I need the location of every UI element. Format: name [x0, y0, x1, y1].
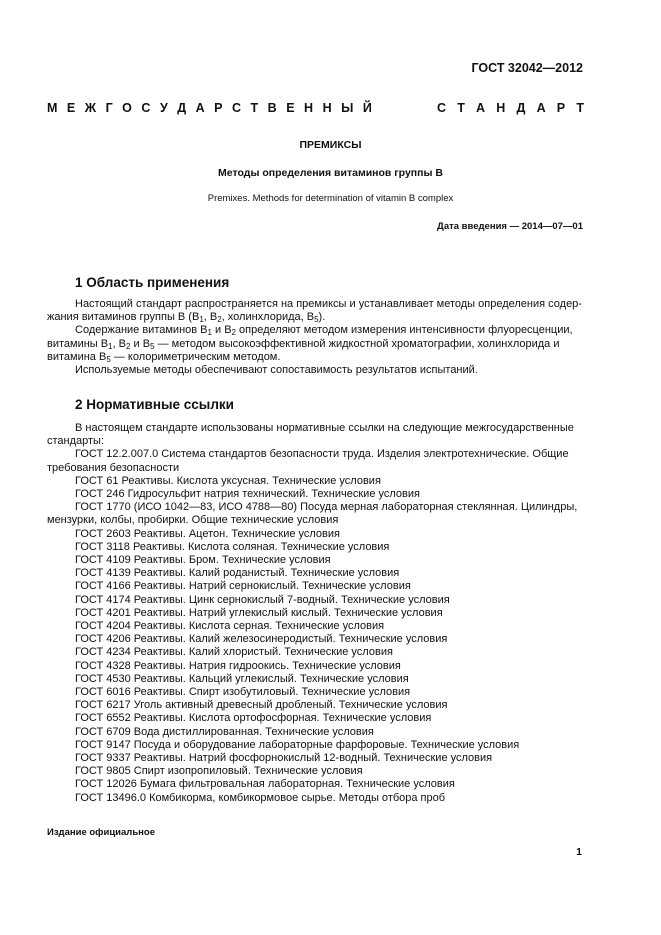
- document-subtitle: Методы определения витаминов группы В: [218, 167, 443, 179]
- mezh-word2: С Т А Н Д А Р Т: [437, 101, 584, 115]
- reference-line: ГОСТ 4166 Реактивы. Натрий сернокислый. Технические условия: [75, 580, 411, 593]
- reference-line: требования безопасности: [47, 461, 180, 474]
- reference-line: ГОСТ 6709 Вода дистиллированная. Технические условия: [75, 725, 374, 738]
- reference-line: ГОСТ 246 Гидросульфит натрия технический. Технические условия: [75, 488, 420, 501]
- reference-list: [47, 448, 584, 804]
- section1-p2-line1: Содержание витаминов $В_1$ и $В_2$ определяют методом измерения интенсивности флуоресценции,: [75, 324, 573, 338]
- section1-p1-line1: Настоящий стандарт распространяется на премиксы и устанавливает методы определения содер-: [75, 298, 582, 310]
- section1-p1-line2: жания витаминов группы В ($В_1$, $В_2$, холинхлорида, $В_5$).: [47, 311, 326, 325]
- reference-line: ГОСТ 4234 Реактивы. Калий хлористый. Технические условия: [75, 646, 393, 659]
- reference-line: ГОСТ 4206 Реактивы. Калий железосинеродистый. Технические условия: [75, 633, 448, 646]
- reference-line: ГОСТ 6217 Уголь активный древесный дробленый. Технические условия: [75, 699, 448, 712]
- reference-line: ГОСТ 1770 (ИСО 1042—83, ИСО 4788—80) Посуда мерная лабораторная стеклянная. Цилиндры,: [75, 501, 578, 514]
- english-title: Premixes. Methods for determination of vitamin B complex: [207, 193, 454, 204]
- interstate-standard-heading: [47, 101, 584, 115]
- document-title: ПРЕМИКСЫ: [299, 139, 362, 151]
- reference-line: ГОСТ 4139 Реактивы. Калий роданистый. Технические условия: [75, 567, 400, 580]
- reference-line: ГОСТ 12026 Бумага фильтровальная лабораторная. Технические условия: [75, 778, 455, 791]
- page-number: 1: [576, 846, 582, 858]
- standard-code: ГОСТ 32042—2012: [471, 61, 583, 75]
- reference-line: ГОСТ 9147 Посуда и оборудование лабораторные фарфоровые. Технические условия: [75, 738, 520, 751]
- introduction-date: Дата введения — 2014—07—01: [437, 221, 583, 232]
- section2-heading: 2 Нормативные ссылки: [75, 397, 234, 412]
- section1-p3: Используемые методы обеспечивают сопоставимость результатов испытаний.: [75, 364, 478, 377]
- reference-line: ГОСТ 61 Реактивы. Кислота уксусная. Технические условия: [75, 474, 381, 487]
- section1-p2-line2: витамины $В_1$, $В_2$ и $В_5$ — методом высокоэффективной жидкостной хроматографии, холинхлорида и: [47, 337, 560, 351]
- section1-p2-line3: витамина $В_5$ — колориметрическим методом.: [47, 350, 281, 364]
- reference-line: ГОСТ 4109 Реактивы. Бром. Технические условия: [75, 554, 331, 567]
- reference-line: ГОСТ 4530 Реактивы. Кальций углекислый. Технические условия: [75, 672, 409, 685]
- reference-line: ГОСТ 9337 Реактивы. Натрий фосфорнокислый 12-водный. Технические условия: [75, 752, 493, 765]
- normative-references: [47, 422, 584, 805]
- mezh-word1: М Е Ж Г О С У Д А Р С Т В Е Н Н Ы Й: [47, 101, 372, 115]
- reference-line: ГОСТ 13496.0 Комбикорма, комбикормовое сырье. Методы отбора проб: [75, 791, 446, 804]
- section2-intro-line2: стандарты:: [47, 435, 105, 448]
- reference-line: ГОСТ 2603 Реактивы. Ацетон. Технические условия: [75, 527, 340, 540]
- reference-line: ГОСТ 6552 Реактивы. Кислота ортофосфорная. Технические условия: [75, 712, 432, 725]
- reference-line: ГОСТ 4204 Реактивы. Кислота серная. Технические условия: [75, 620, 385, 633]
- reference-line: ГОСТ 6016 Реактивы. Спирт изобутиловый. Технические условия: [75, 686, 411, 699]
- section1-heading: 1 Область применения: [75, 275, 230, 290]
- reference-line: ГОСТ 4174 Реактивы. Цинк сернокислый 7-водный. Технические условия: [75, 593, 450, 606]
- section1-body: [47, 298, 584, 377]
- reference-line: ГОСТ 12.2.007.0 Система стандартов безопасности труда. Изделия электротехнические. Общие: [75, 448, 569, 461]
- reference-line: ГОСТ 3118 Реактивы. Кислота соляная. Технические условия: [75, 540, 390, 553]
- official-edition-label: Издание официальное: [47, 827, 155, 838]
- reference-line: ГОСТ 9805 Спирт изопропиловый. Технические условия: [75, 765, 363, 778]
- section2-intro-line1: В настоящем стандарте использованы нормативные ссылки на следующие межгосударственные: [75, 422, 574, 434]
- reference-line: ГОСТ 4201 Реактивы. Натрий углекислый кислый. Технические условия: [75, 606, 443, 619]
- reference-line: ГОСТ 4328 Реактивы. Натрия гидроокись. Технические условия: [75, 659, 401, 672]
- reference-line: мензурки, колбы, пробирки. Общие технические условия: [47, 514, 339, 527]
